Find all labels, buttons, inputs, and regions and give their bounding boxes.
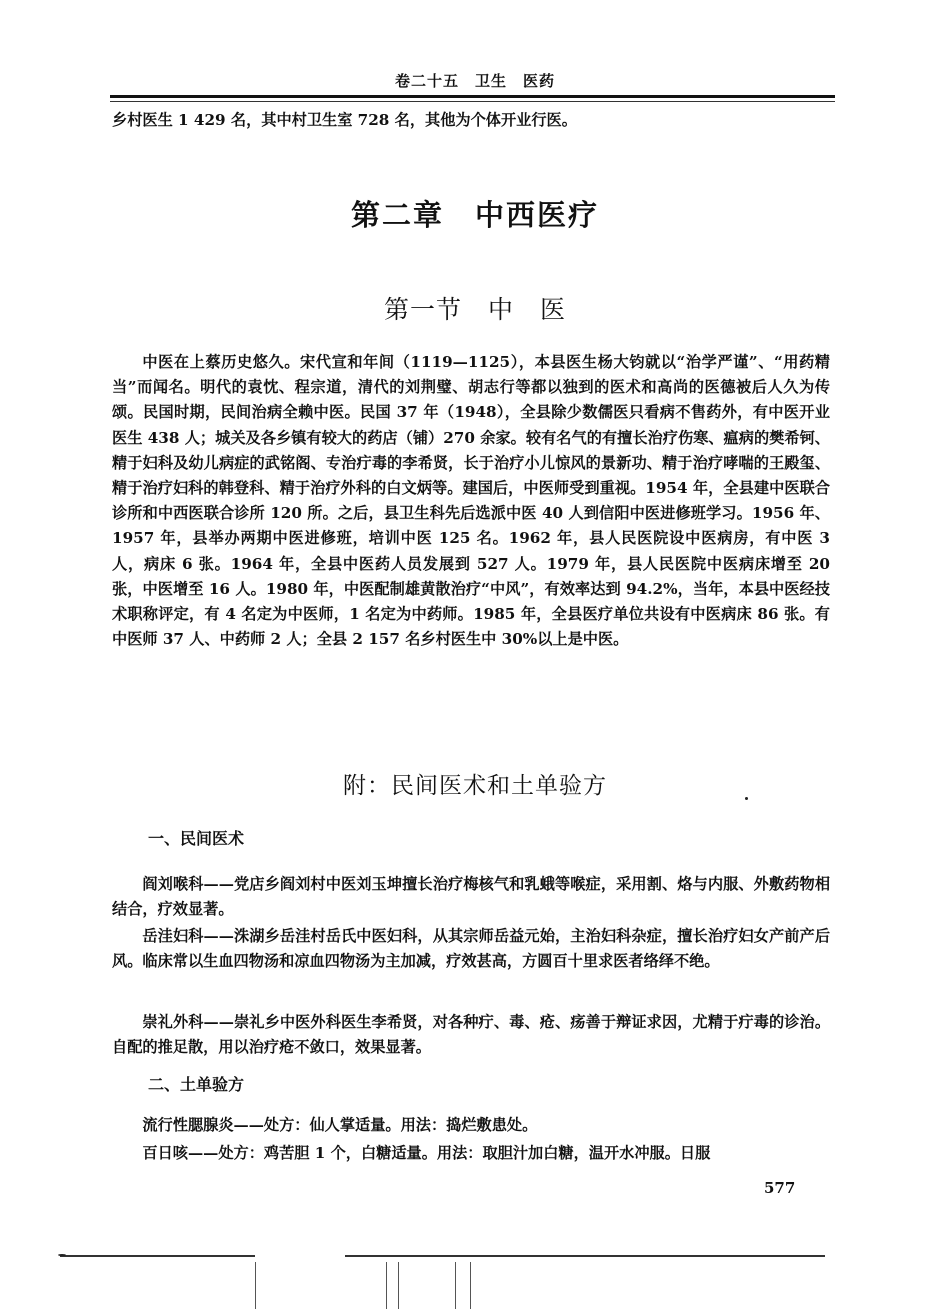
scan-gutter-line <box>470 1262 471 1309</box>
remedy-heading: 二、土单验方 <box>148 1075 245 1094</box>
section-paragraph: 中医在上蔡历史悠久。宋代宣和年间（1119—1125），本县医生杨大钧就以“治学严谨”、“用药精当”而闻名。明代的袁忱、程宗道，清代的刘荆璧、胡志行等都以独到的医术和高尚的医德被后人久为传颂。民国时期，民间治病全赖中医。民国 37 年（1948），全县除少数儒医只看病不售药外，有中医开业医生 438 人；城关及各乡镇有较大的药店（铺）270 余家。较有名气的有擅长治疗伤寒、瘟病的樊希钶、精于妇科及幼儿病症的武铭阁、专治疔毒的李希贤，长于治疗小儿惊风的景新功、精于治疗哮喘的王殿玺、精于治疗妇科的韩登科、精于治疗外科的白文炳等。建国后，中医师受到重视。1954 年，全县建中医联合诊所和中西医联合诊所 120 所。之后，县卫生科先后选派中医 40 人到信阳中医进修班学习。1956 年、1957 年，县举办两期中医进修班，培训中医 125 名。1962 年，县人民医院设中医病房，有中医 3 人，病床 6 张。1964 年，全县中医药人员发展到 527 人。1979 年，县人民医院中医病床增至 20 张，中医增至 16 人。1980 年，中医配制雄黄散治疗“中风”，有效率达到 94.2%，当年，本县中医经技术职称评定，有 4 名定为中医师，1 名定为中药师。1985 年，全县医疗单位共设有中医病床 86 张。有中医师 37 人、中药师 2 人；全县 2 157 名乡村医生中 30%以上是中医。 <box>112 353 830 649</box>
remedy-item-mumps: 流行性腮腺炎——处方：仙人掌适量。用法：捣烂敷患处。 <box>142 1116 538 1134</box>
scan-gutter-line <box>255 1262 256 1309</box>
header-rule-thin <box>110 101 835 102</box>
folk-item-chongli: 崇礼外科——崇礼乡中医外科医生李希贤，对各种疔、毒、疮、疡善于辩证求因，尤精于疔毒的诊治。自配的推足散，用以治疗疮不敛口，效果显著。 <box>112 1013 830 1057</box>
folk-heading: 一、民间医术 <box>148 829 245 848</box>
scan-speck <box>745 797 748 800</box>
header-rule-thick <box>110 95 835 98</box>
scan-edge-line-right <box>345 1255 825 1257</box>
chapter-title: 第二章 中西医疗 <box>350 198 599 232</box>
page-number: 577 <box>764 1179 796 1197</box>
scan-gutter-line <box>386 1262 387 1309</box>
remedy-item-whooping-cough: 百日咳——处方：鸡苦胆 1 个，白糖适量。用法：取胆汁加白糖，温开水冲服。日服 <box>142 1144 711 1162</box>
scan-edge-line-left <box>60 1255 255 1257</box>
scan-gutter-line <box>455 1262 456 1309</box>
scan-gutter-line <box>398 1262 399 1309</box>
appendix-title: 附：民间医术和土单验方 <box>343 773 607 799</box>
scan-speck <box>58 1254 66 1256</box>
folk-item-yanliu: 阎刘喉科——党店乡阎刘村中医刘玉坤擅长治疗梅核气和乳蛾等喉症，采用割、烙与内服、外敷药物相结合，疗效显著。 <box>112 875 830 919</box>
running-head: 卷二十五 卫生 医药 <box>394 72 555 90</box>
folk-item-yuewa: 岳洼妇科——洙湖乡岳洼村岳氏中医妇科，从其宗师岳益元始，主治妇科杂症，擅长治疗妇女产前产后风。临床常以生血四物汤和凉血四物汤为主加减，疗效甚高，方圆百十里求医者络绎不绝。 <box>112 927 830 971</box>
intro-line: 乡村医生 1 429 名，其中村卫生室 728 名，其他为个体开业行医。 <box>112 111 577 129</box>
section-title: 第一节 中 医 <box>383 295 566 324</box>
